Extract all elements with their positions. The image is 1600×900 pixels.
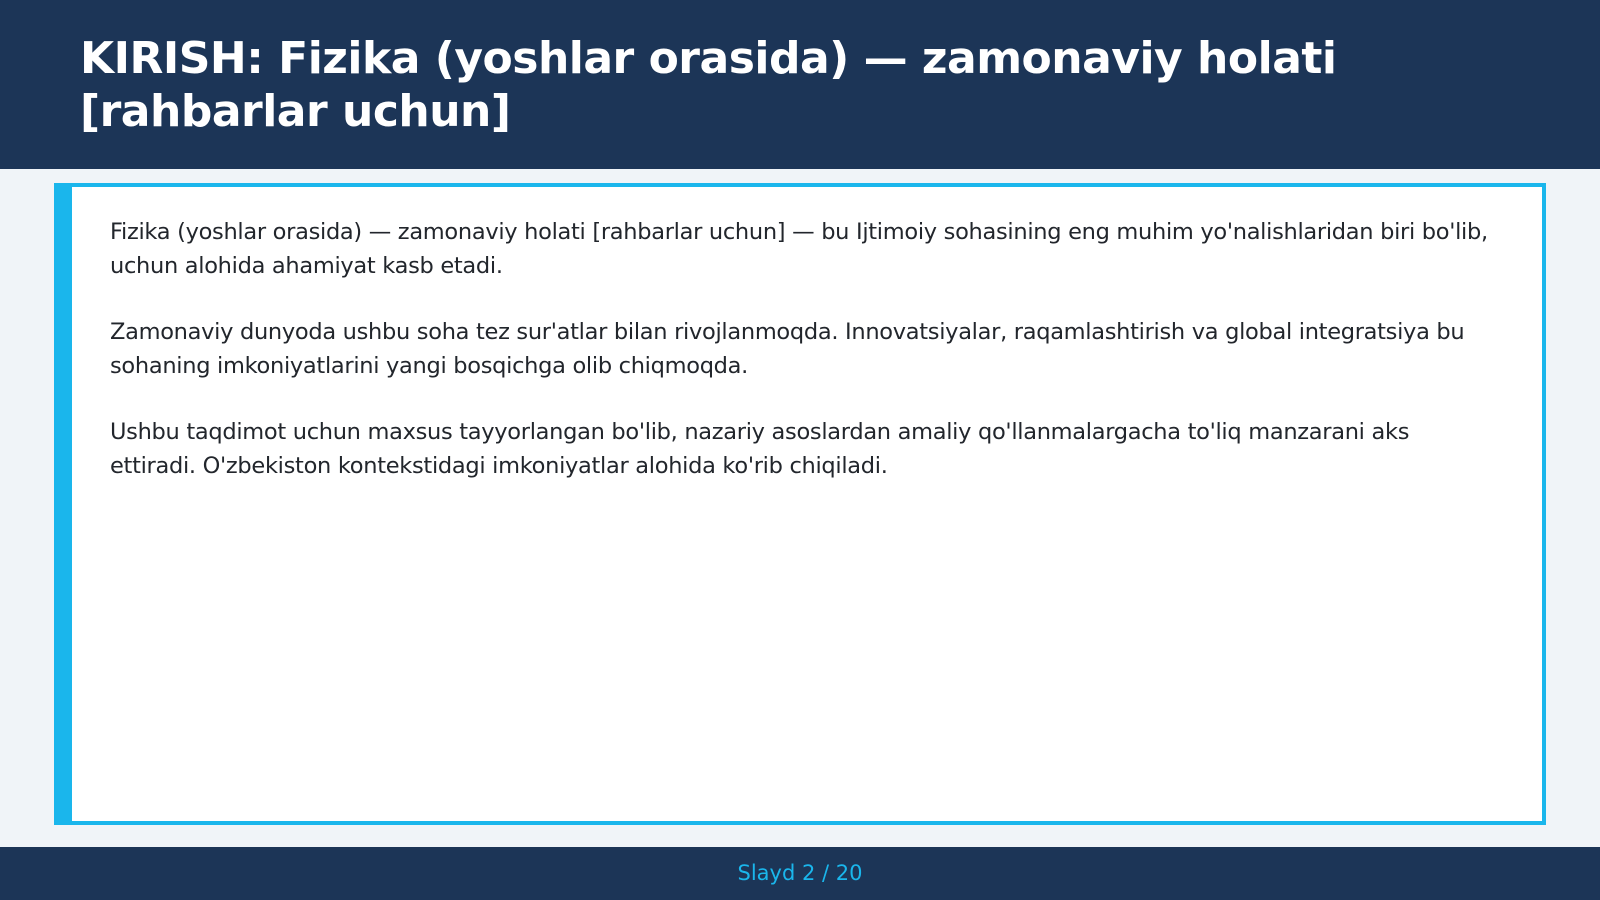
slide-footer xyxy=(0,847,1600,900)
slide-counter: Slayd 2 / 20 xyxy=(737,861,863,885)
slide-header xyxy=(0,0,1600,169)
content-box xyxy=(54,183,1546,825)
content-text xyxy=(110,215,1490,515)
paragraph-presentation: Ushbu taqdimot uchun maxsus tayyorlangan bo'lib, nazariy asoslardan amaliy qo'llanmalargacha to'liq manzarani aks ettiradi. O'zbekiston kontekstidagi imkoniyatlar alohida ko'rib chiqiladi. xyxy=(110,419,1410,479)
paragraph-development: Zamonaviy dunyoda ushbu soha tez sur'atlar bilan rivojlanmoqda. Innovatsiyalar, raqamlashtirish va global integratsiya bu sohaning imkoniyatlarini yangi bosqichga olib chiqmoqda. xyxy=(110,319,1465,379)
slide-title: KIRISH: Fizika (yoshlar orasida) — zamonaviy holati [rahbarlar uchun] xyxy=(80,33,1337,137)
paragraph-intro: Fizika (yoshlar orasida) — zamonaviy holati [rahbarlar uchun] — bu Ijtimoiy sohasining eng muhim yo'nalishlaridan biri bo'lib, uchun alohida ahamiyat kasb etadi. xyxy=(110,219,1488,279)
